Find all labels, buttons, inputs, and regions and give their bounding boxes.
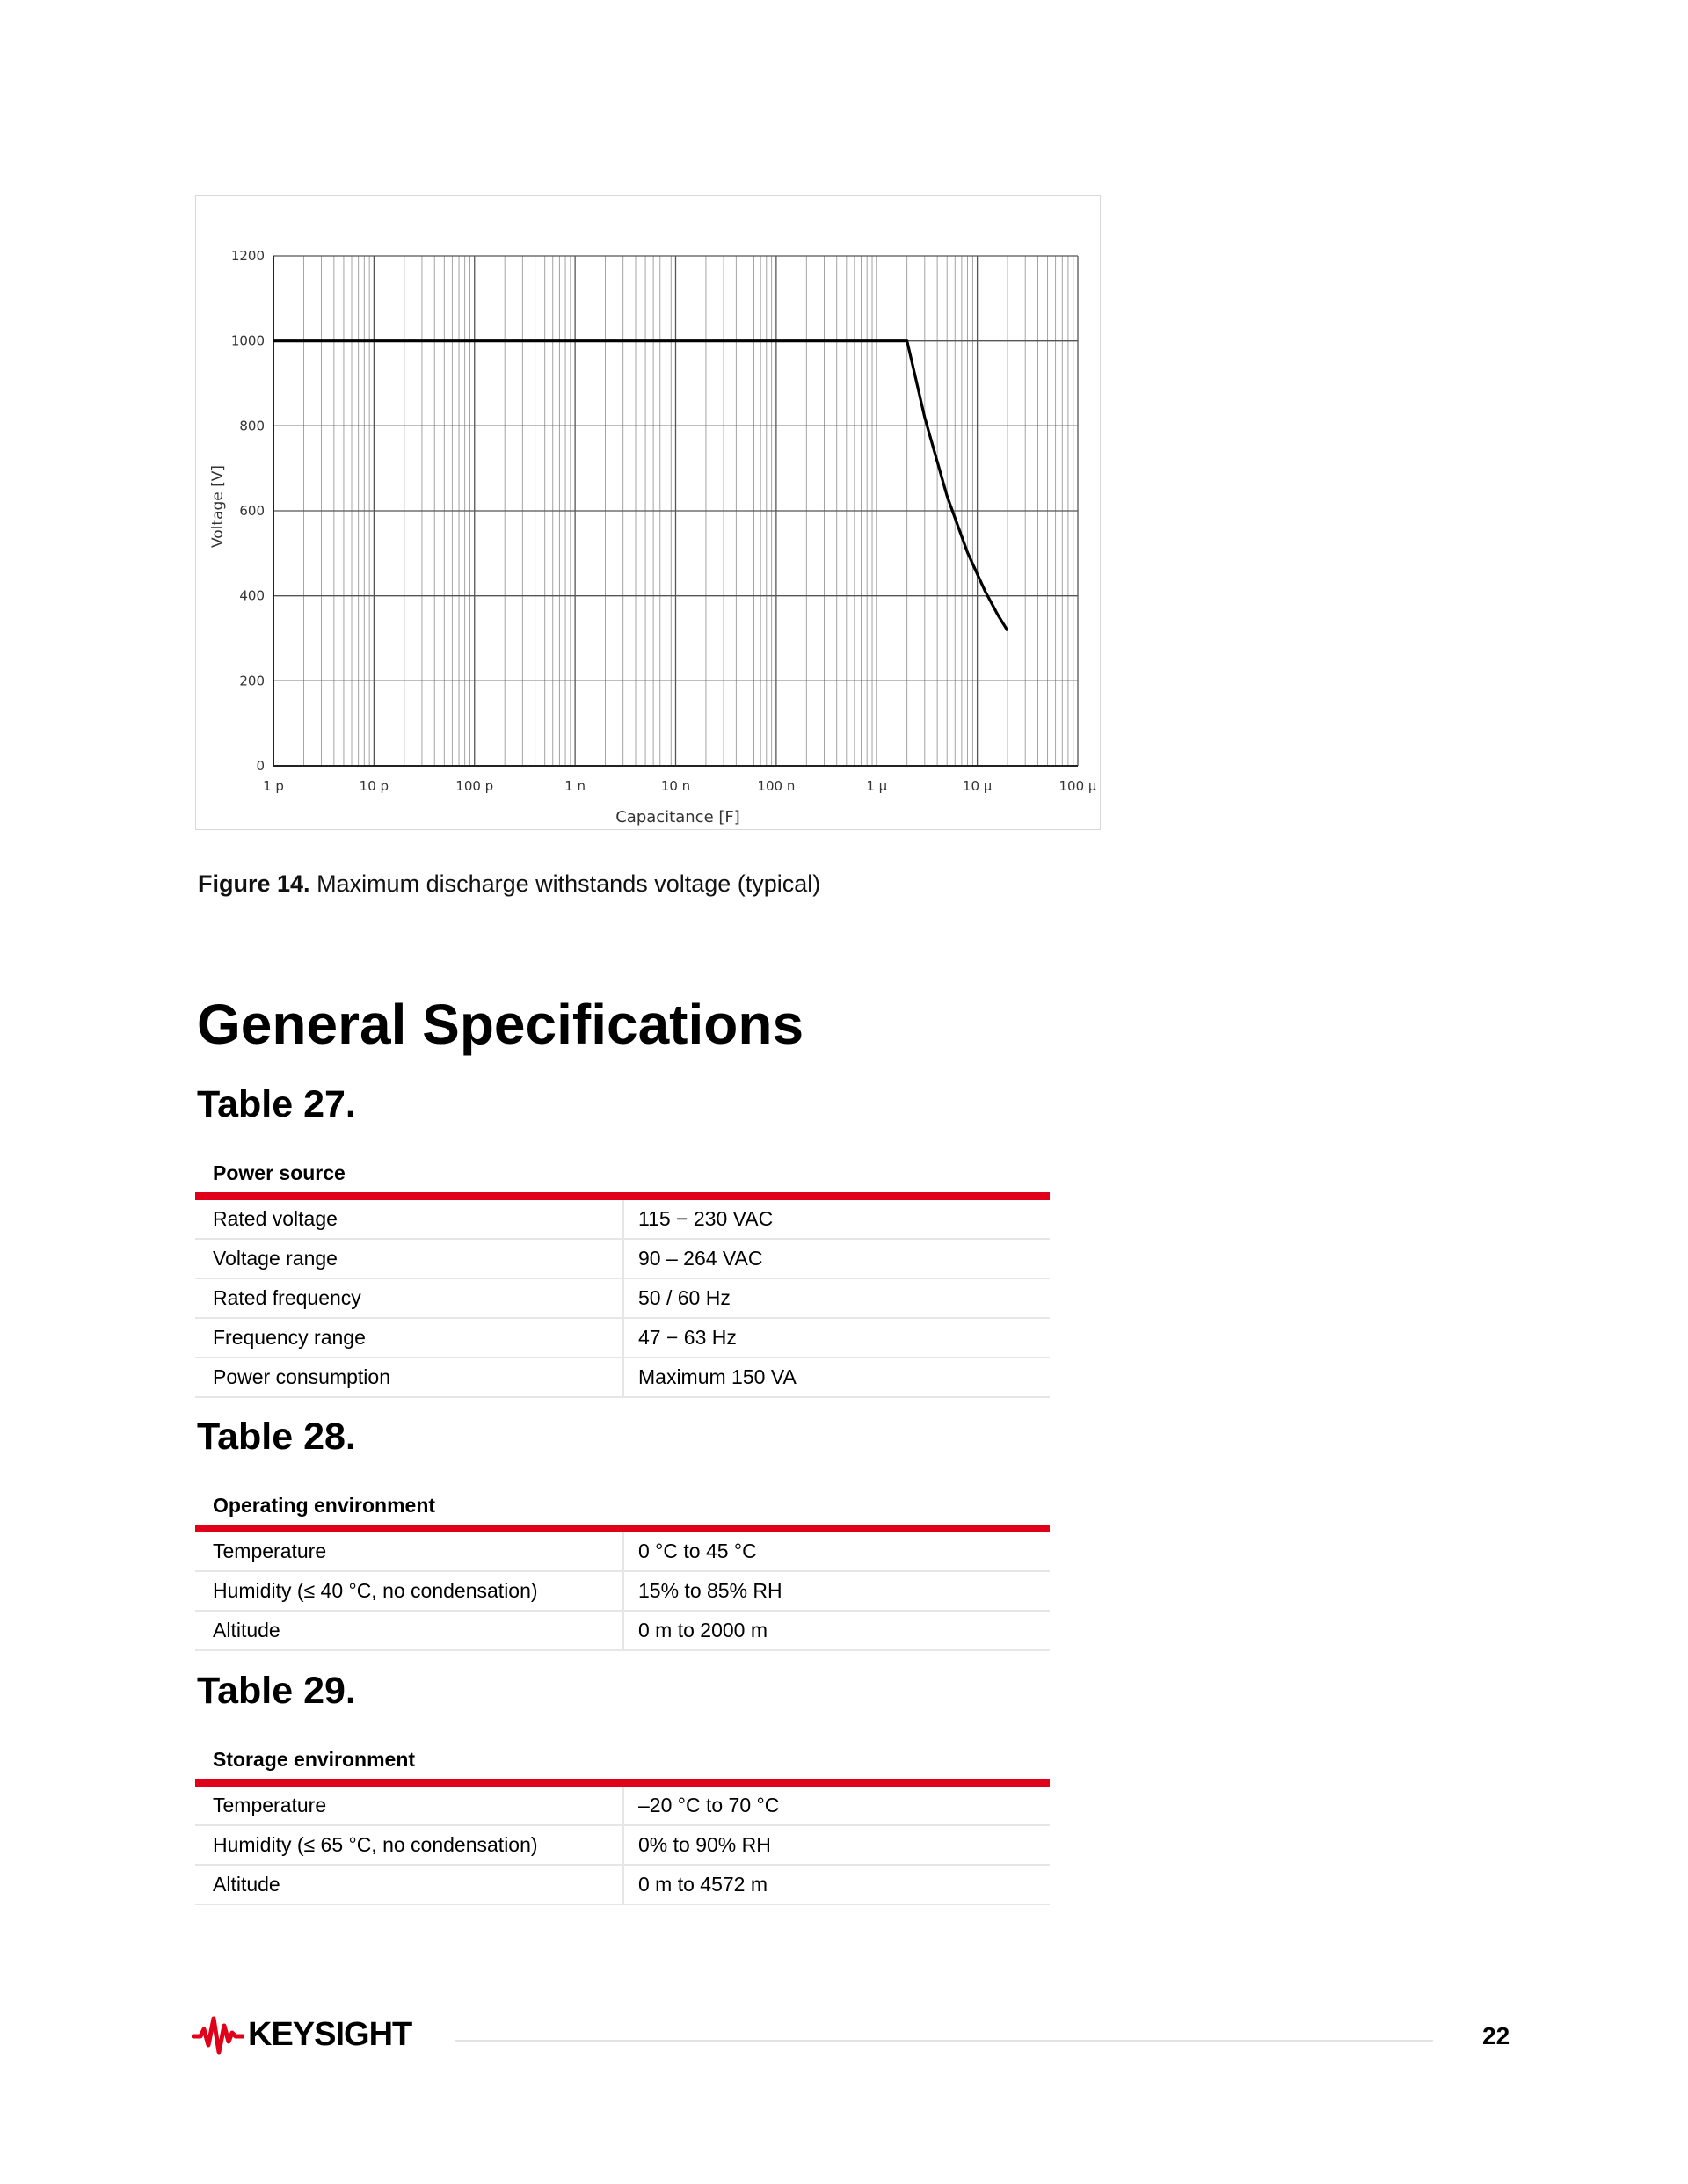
storage-environment-table (195, 1738, 1050, 1905)
figure-caption-label: Figure 14. (198, 870, 310, 897)
table-row (195, 1278, 1050, 1318)
table-cell-label: Humidity (≤ 65 °C, no condensation) (195, 1825, 623, 1865)
table-cell-value: 0 m to 4572 m (623, 1865, 1050, 1904)
keysight-wave-icon (192, 2027, 244, 2042)
footer-divider (455, 2040, 1433, 2042)
table-row (195, 1318, 1050, 1358)
table-cell-value: –20 °C to 70 °C (623, 1783, 1050, 1826)
table-row (195, 1571, 1050, 1611)
table-row (195, 1611, 1050, 1650)
chart-x-tick-label: 100 µ (1059, 778, 1097, 794)
chart-series (273, 341, 1008, 631)
section-title: General Specifications (197, 993, 804, 1056)
chart-x-tick-label: 100 p (455, 778, 494, 794)
table-cell-label: Power consumption (195, 1358, 623, 1397)
figure-caption-text: Maximum discharge withstands voltage (typical) (316, 870, 821, 897)
power-source-table (195, 1152, 1050, 1398)
chart-series-line (273, 341, 1008, 631)
chart-y-tick-label: 400 (239, 587, 265, 604)
table-cell-label: Temperature (195, 1783, 623, 1826)
table-cell-label: Rated voltage (195, 1197, 623, 1240)
chart-y-tick-label: 200 (239, 673, 265, 689)
operating-environment-table (195, 1484, 1050, 1651)
table-28-title: Table 28. (197, 1416, 356, 1458)
table-cell-value: 0 m to 2000 m (623, 1611, 1050, 1650)
table-row (195, 1239, 1050, 1278)
chart-x-tick-label: 100 n (757, 778, 796, 794)
table-cell-value: 0 °C to 45 °C (623, 1529, 1050, 1572)
table-row (195, 1358, 1050, 1397)
table-cell-label: Temperature (195, 1529, 623, 1572)
chart-y-tick-label: 600 (239, 503, 265, 519)
table-cell-value: Maximum 150 VA (623, 1358, 1050, 1397)
voltage-capacitance-chart (196, 196, 1102, 831)
table-cell-label: Voltage range (195, 1239, 623, 1278)
table-row (195, 1865, 1050, 1904)
chart-frame (195, 195, 1101, 830)
table-row (195, 1529, 1050, 1572)
table-row (195, 1197, 1050, 1240)
table-cell-label: Altitude (195, 1611, 623, 1650)
table-cell-value: 90 – 264 VAC (623, 1239, 1050, 1278)
table-header: Storage environment (195, 1738, 1050, 1783)
chart-y-tick-label: 1200 (230, 248, 265, 264)
table-cell-label: Altitude (195, 1865, 623, 1904)
table-29-title: Table 29. (197, 1670, 356, 1712)
page-number: 22 (1482, 2022, 1510, 2049)
table-cell-value: 0% to 90% RH (623, 1825, 1050, 1865)
chart-y-axis-label: Voltage [V] (209, 464, 227, 549)
table-cell-label: Frequency range (195, 1318, 623, 1358)
chart-x-tick-label: 10 p (359, 778, 389, 794)
table-cell-value: 115 − 230 VAC (623, 1197, 1050, 1240)
chart-x-tick-label: 10 µ (962, 778, 993, 794)
figure-caption (198, 870, 820, 898)
table-cell-value: 15% to 85% RH (623, 1571, 1050, 1611)
table-row (195, 1825, 1050, 1865)
brand-name: KEYSIGHT (248, 2016, 412, 2053)
keysight-logo (192, 2013, 244, 2057)
table-header: Operating environment (195, 1484, 1050, 1529)
chart-x-tick-label: 1 µ (866, 778, 888, 794)
chart-x-tick-label: 10 n (660, 778, 691, 794)
table-cell-label: Humidity (≤ 40 °C, no condensation) (195, 1571, 623, 1611)
chart-grid-major (273, 256, 1078, 766)
table-cell-label: Rated frequency (195, 1278, 623, 1318)
chart-x-tick-label: 1 n (564, 778, 586, 794)
table-header: Power source (195, 1152, 1050, 1197)
table-row (195, 1783, 1050, 1826)
chart-y-tick-label: 0 (256, 758, 265, 774)
chart-y-tick-label: 1000 (230, 332, 265, 349)
table-cell-value: 47 − 63 Hz (623, 1318, 1050, 1358)
chart-y-tick-label: 800 (239, 418, 265, 434)
table-cell-value: 50 / 60 Hz (623, 1278, 1050, 1318)
table-27-title: Table 27. (197, 1083, 356, 1125)
chart-x-tick-label: 1 p (263, 778, 284, 794)
chart-x-axis-label: Capacitance [F] (615, 808, 740, 826)
